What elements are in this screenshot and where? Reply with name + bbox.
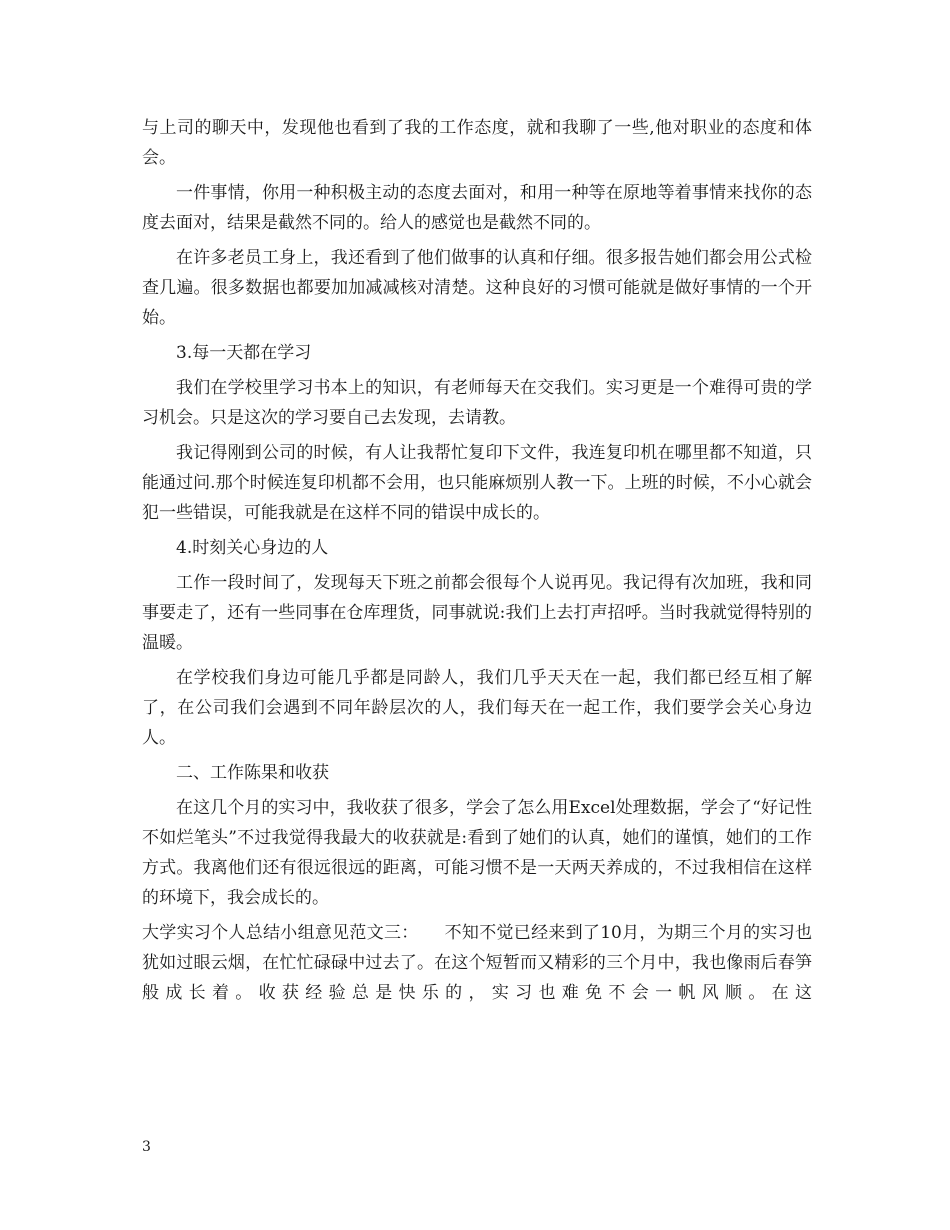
paragraph-8: 在这几个月的实习中，我收获了很多，学会了怎么用Excel处理数据，学会了“好记性不如烂笔头”不过我觉得我最大的收获就是:看到了她们的认真，她们的谨慎，她们的工作方式。我离他们还有很远很远的距离，可能习惯不是一天两天养成的，不过我相信在这样的环境下，我会成长的。 bbox=[142, 798, 812, 908]
section-heading-results: 二、工作陈果和收获 bbox=[176, 763, 329, 783]
page-number: 3 bbox=[142, 1139, 151, 1155]
document-body bbox=[142, 113, 812, 1013]
paragraph-9: 大学实习个人总结小组意见范文三： 不知不觉已经来到了10月，为期三个月的实习也犹如过眼云烟，在忙忙碌碌中过去了。在这个短暂而又精彩的三个月中，我也像雨后春笋般成长着。收获经验总是快乐的，实习也难免不会一帆风顺。在这 bbox=[142, 923, 812, 1003]
paragraph-7: 在学校我们身边可能几乎都是同龄人，我们几乎天天在一起，我们都已经互相了解了，在公司我们会遇到不同年龄层次的人，我们每天在一起工作，我们要学会关心身边人。 bbox=[142, 668, 812, 748]
section-heading-4: 4.时刻关心身边的人 bbox=[176, 538, 329, 558]
paragraph-2: 一件事情，你用一种积极主动的态度去面对，和用一种等在原地等着事情来找你的态度去面对，结果是截然不同的。给人的感觉也是截然不同的。 bbox=[142, 183, 812, 233]
paragraph-1: 与上司的聊天中，发现他也看到了我的工作态度，就和我聊了一些,他对职业的态度和体会。 bbox=[142, 118, 812, 168]
paragraph-3: 在许多老员工身上，我还看到了他们做事的认真和仔细。很多报告她们都会用公式检查几遍。很多数据也都要加加减减核对清楚。这种良好的习惯可能就是做好事情的一个开始。 bbox=[142, 248, 812, 328]
paragraph-4: 我们在学校里学习书本上的知识，有老师每天在交我们。实习更是一个难得可贵的学习机会。只是这次的学习要自己去发现，去请教。 bbox=[142, 378, 812, 428]
paragraph-5: 我记得刚到公司的时候，有人让我帮忙复印下文件，我连复印机在哪里都不知道，只能通过问.那个时候连复印机都不会用，也只能麻烦别人教一下。上班的时候，不小心就会犯一些错误，可能我就是在这样不同的错误中成长的。 bbox=[142, 443, 812, 523]
paragraph-6: 工作一段时间了，发现每天下班之前都会很每个人说再见。我记得有次加班，我和同事要走了，还有一些同事在仓库理货，同事就说:我们上去打声招呼。当时我就觉得特别的温暖。 bbox=[142, 573, 812, 653]
section-heading-3: 3.每一天都在学习 bbox=[176, 343, 312, 363]
